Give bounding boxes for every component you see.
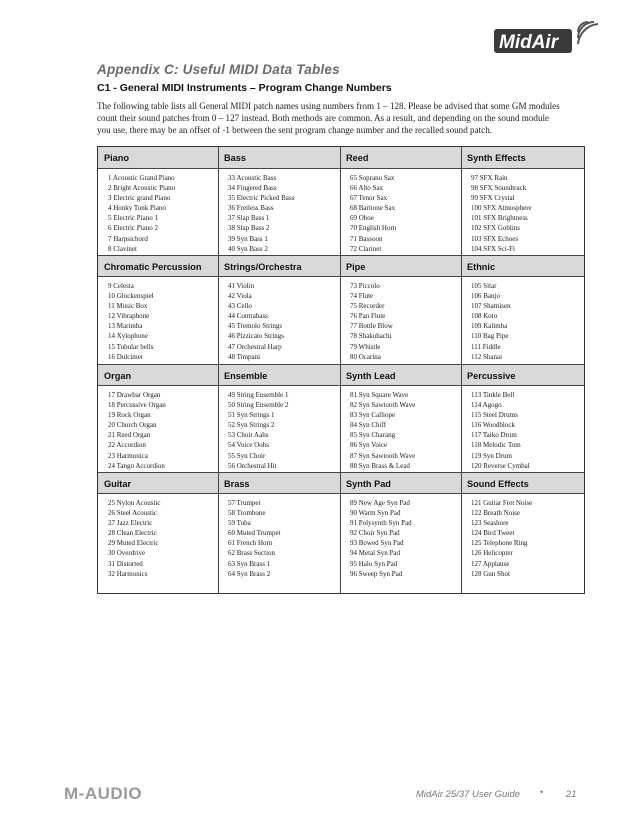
instrument-item: 36 Fretless Bass	[228, 204, 274, 213]
instrument-item: 13 Marimba	[108, 322, 143, 331]
column-divider	[461, 255, 462, 364]
table-section	[98, 147, 584, 255]
instrument-list	[471, 390, 530, 471]
instrument-item: 118 Melodic Tom	[471, 441, 521, 450]
instrument-item: 55 Syn Choir	[228, 451, 266, 460]
category-header: Piano	[104, 153, 130, 163]
instrument-list	[108, 173, 175, 254]
instrument-item: 73 Piccolo	[350, 282, 380, 290]
instrument-item: 124 Bird Tweet	[471, 529, 515, 538]
instrument-item: 69 Oboe	[350, 214, 374, 223]
instrument-item: 32 Harmonics	[108, 569, 148, 578]
table-header-row	[98, 364, 584, 386]
column-divider	[340, 147, 341, 255]
category-header: Bass	[224, 153, 246, 163]
instrument-item: 45 Tremolo Strings	[228, 322, 283, 331]
intro-line: count their sound patches from 0 – 127 instead. Both methods are common. As a result, and depending on the sound module	[97, 113, 550, 124]
instrument-item: 89 New Age Syn Pad	[350, 499, 410, 507]
column-divider	[340, 255, 341, 364]
instrument-item: 3 Electric grand Piano	[108, 194, 171, 203]
instrument-item: 41 Violin	[228, 282, 255, 290]
footer-bullet: •	[540, 787, 544, 797]
instrument-item: 88 Syn Brass & Lead	[350, 461, 410, 470]
instrument-item: 47 Orchestral Harp	[228, 342, 282, 351]
instrument-item: 60 Muted Trumpet	[228, 529, 281, 538]
instrument-item: 85 Syn Charang	[350, 431, 396, 440]
page-number: 21	[566, 789, 577, 800]
instrument-item: 24 Tango Accordion	[108, 461, 165, 470]
category-header: Synth Effects	[467, 153, 526, 163]
instrument-item: 8 Clavinet	[108, 244, 137, 253]
table-header-row	[98, 255, 584, 277]
instrument-item: 110 Bag Pipe	[471, 332, 509, 341]
instrument-item: 123 Seashore	[471, 519, 509, 528]
instrument-item: 86 Syn Voice	[350, 441, 388, 450]
instrument-list	[108, 390, 166, 471]
intro-line: The following table lists all General MIDI patch names using numbers from 1 – 128. Please be advised that some GM modules	[97, 101, 560, 111]
instrument-item: 113 Tinkle Bell	[471, 391, 515, 399]
instrument-item: 71 Bassoon	[350, 234, 383, 243]
column-divider	[461, 472, 462, 593]
category-header: Reed	[346, 153, 369, 163]
instrument-item: 27 Jazz Electric	[108, 519, 153, 528]
instrument-item: 105 Sitar	[471, 282, 497, 290]
instrument-item: 30 Overdrive	[108, 549, 146, 558]
instrument-item: 127 Applause	[471, 559, 510, 568]
instrument-item: 95 Halo Syn Pad	[350, 559, 398, 568]
category-header: Sound Effects	[467, 479, 529, 489]
instrument-item: 81 Syn Square Wave	[350, 391, 409, 399]
instrument-item: 20 Church Organ	[108, 421, 157, 430]
column-divider	[461, 147, 462, 255]
instrument-item: 2 Bright Acoustic Piano	[108, 184, 176, 193]
instrument-item: 49 String Ensemble 1	[228, 391, 289, 399]
instrument-item: 40 Syn Bass 2	[228, 244, 268, 253]
category-header: Guitar	[104, 479, 132, 489]
instrument-item: 101 SFX Brightness	[471, 214, 528, 223]
instrument-item: 109 Kalimba	[471, 322, 508, 331]
instrument-item: 17 Drawbar Organ	[108, 391, 161, 399]
instrument-list	[108, 498, 161, 579]
instrument-item: 22 Accordion	[108, 441, 146, 450]
instrument-item: 66 Alto Sax	[350, 184, 384, 193]
instrument-item: 58 Trombone	[228, 509, 266, 518]
instrument-item: 56 Orchestral Hit	[228, 461, 277, 470]
instrument-list	[350, 390, 415, 471]
instrument-item: 126 Helicopter	[471, 549, 513, 558]
instrument-item: 4 Honky Tonk Piano	[108, 204, 166, 213]
column-divider	[340, 472, 341, 593]
instrument-item: 104 SFX Sci-Fi	[471, 244, 515, 253]
instrument-item: 23 Harmonica	[108, 451, 148, 460]
instrument-item: 39 Syn Bass 1	[228, 234, 268, 243]
footer-guide-title: MidAir 25/37 User Guide	[416, 789, 521, 800]
instrument-list	[228, 173, 294, 254]
midair-logo	[494, 20, 598, 54]
instrument-item: 68 Baritone Sax	[350, 204, 396, 213]
instrument-item: 92 Choir Syn Pad	[350, 529, 400, 538]
instrument-item: 111 Fiddle	[471, 342, 501, 351]
instrument-item: 37 Slap Bass 1	[228, 214, 270, 223]
instrument-item: 84 Syn Chiff	[350, 421, 387, 430]
intro-line: you use, there may be an offset of -1 between the sent program change number and the recalled sound patch.	[97, 125, 493, 136]
instrument-item: 79 Whistle	[350, 342, 381, 351]
category-header: Synth Lead	[346, 371, 396, 381]
column-divider	[218, 255, 219, 364]
appendix-title: Appendix C: Useful MIDI Data Tables	[97, 62, 340, 77]
instrument-item: 70 English Horn	[350, 224, 397, 233]
instrument-item: 100 SFX Atmosphere	[471, 204, 532, 213]
instrument-list	[471, 281, 510, 362]
instrument-item: 78 Shakuhachi	[350, 332, 392, 341]
instrument-item: 26 Steel Acoustic	[108, 509, 157, 518]
instrument-item: 28 Clean Electric	[108, 529, 157, 538]
instrument-item: 76 Pan Flute	[350, 312, 386, 321]
instrument-item: 102 SFX Goblins	[471, 224, 521, 233]
instrument-item: 7 Harpsichord	[108, 234, 148, 243]
instrument-item: 99 SFX Crystal	[471, 194, 515, 203]
instrument-item: 115 Steel Drums	[471, 411, 518, 420]
table-section	[98, 255, 584, 364]
instrument-item: 64 Syn Brass 2	[228, 569, 271, 578]
instrument-item: 116 Woodblock	[471, 421, 515, 430]
instrument-item: 83 Syn Calliope	[350, 411, 396, 420]
instrument-item: 33 Acoustic Bass	[228, 174, 277, 182]
column-divider	[461, 364, 462, 472]
category-header: Percussive	[467, 371, 516, 381]
instrument-item: 98 SFX Soundtrack	[471, 184, 527, 193]
instrument-item: 67 Tenor Sax	[350, 194, 388, 203]
instrument-list	[471, 173, 532, 254]
category-header: Chromatic Percussion	[104, 262, 202, 272]
instrument-item: 12 Vibraphone	[108, 312, 150, 321]
column-divider	[218, 147, 219, 255]
m-audio-logo: M-AUDIO	[64, 784, 143, 803]
instrument-item: 97 SFX Rain	[471, 174, 508, 182]
instrument-item: 50 String Ensemble 2	[228, 401, 289, 410]
instrument-item: 35 Electric Picked Bass	[228, 194, 295, 203]
instrument-list	[350, 173, 396, 254]
instrument-item: 42 Viola	[228, 292, 252, 301]
instrument-list	[350, 281, 393, 362]
instrument-item: 54 Voice Oohs	[228, 441, 269, 450]
instrument-item: 108 Koto	[471, 312, 498, 321]
gm-instrument-table	[97, 146, 585, 594]
instrument-list	[471, 498, 532, 579]
section-title: C1 - General MIDI Instruments – Program Change Numbers	[97, 82, 392, 94]
instrument-item: 16 Dulcimer	[108, 352, 144, 361]
instrument-item: 29 Muted Electric	[108, 539, 159, 548]
category-header: Synth Pad	[346, 479, 391, 489]
instrument-item: 61 French Horn	[228, 539, 273, 548]
instrument-item: 106 Banjo	[471, 292, 500, 301]
category-header: Brass	[224, 479, 250, 489]
instrument-item: 34 Fingered Bass	[228, 184, 277, 193]
instrument-item: 80 Ocarina	[350, 352, 381, 361]
instrument-item: 96 Sweep Syn Pad	[350, 569, 403, 578]
category-header: Pipe	[346, 262, 366, 272]
instrument-list	[350, 498, 412, 579]
table-section	[98, 472, 584, 593]
instrument-item: 120 Reverse Cymbal	[471, 461, 530, 470]
instrument-item: 75 Recorder	[350, 302, 385, 311]
instrument-item: 1 Acoustic Grand Piano	[108, 174, 175, 182]
instrument-item: 112 Shanai	[471, 352, 503, 361]
instrument-item: 10 Glockenspiel	[108, 292, 154, 301]
instrument-item: 125 Telephone Ring	[471, 539, 528, 548]
instrument-list	[228, 390, 288, 471]
instrument-item: 74 Flute	[350, 292, 374, 301]
instrument-item: 38 Slap Bass 2	[228, 224, 270, 233]
instrument-item: 14 Xylophone	[108, 332, 148, 341]
instrument-item: 44 Contrabass	[228, 312, 268, 321]
instrument-item: 77 Bottle Blow	[350, 322, 393, 331]
column-divider	[218, 364, 219, 472]
table-section	[98, 364, 584, 472]
instrument-item: 53 Choir Aahs	[228, 431, 269, 440]
instrument-item: 5 Electric Piano 1	[108, 214, 158, 223]
category-header: Ensemble	[224, 371, 268, 381]
instrument-item: 62 Brass Section	[228, 549, 276, 558]
instrument-item: 114 Agogo	[471, 401, 502, 410]
column-divider	[340, 364, 341, 472]
instrument-item: 93 Bowed Syn Pad	[350, 539, 404, 548]
instrument-item: 107 Shamisen	[471, 302, 511, 311]
table-header-row	[98, 472, 584, 494]
instrument-item: 18 Percussive Organ	[108, 401, 166, 410]
category-header: Strings/Orchestra	[224, 262, 302, 272]
instrument-item: 119 Syn Drum	[471, 451, 512, 460]
instrument-item: 43 Cello	[228, 302, 252, 311]
instrument-item: 31 Distorted	[108, 559, 143, 568]
instrument-item: 121 Guitar Fret Noise	[471, 499, 533, 507]
intro-paragraph	[97, 100, 597, 137]
instrument-item: 59 Tuba	[228, 519, 251, 528]
category-header: Organ	[104, 371, 132, 381]
instrument-item: 122 Breath Noise	[471, 509, 520, 518]
instrument-item: 46 Pizzicato Strings	[228, 332, 284, 341]
instrument-item: 11 Music Box	[108, 302, 148, 311]
instrument-item: 65 Soprano Sax	[350, 174, 395, 182]
instrument-list	[228, 498, 281, 579]
instrument-item: 51 Syn Strings 1	[228, 411, 275, 420]
instrument-item: 19 Rock Organ	[108, 411, 151, 420]
instrument-item: 82 Syn Sawtooth Wave	[350, 401, 416, 410]
column-divider	[218, 472, 219, 593]
table-header-row	[98, 147, 584, 169]
instrument-item: 9 Celesta	[108, 282, 134, 290]
instrument-item: 94 Metal Syn Pad	[350, 549, 400, 558]
instrument-item: 21 Reed Organ	[108, 431, 151, 440]
instrument-item: 63 Syn Brass 1	[228, 559, 271, 568]
instrument-item: 128 Gun Shot	[471, 569, 510, 578]
instrument-item: 25 Nylon Acoustic	[108, 499, 161, 507]
instrument-item: 6 Electric Piano 2	[108, 224, 158, 233]
instrument-item: 91 Polysynth Syn Pad	[350, 519, 412, 528]
instrument-item: 103 SFX Echoes	[471, 234, 519, 243]
instrument-item: 72 Clarinet	[350, 244, 382, 253]
instrument-item: 90 Warm Syn Pad	[350, 509, 401, 518]
instrument-item: 117 Taiko Drum	[471, 431, 517, 440]
instrument-item: 52 Syn Strings 2	[228, 421, 275, 430]
instrument-list	[108, 281, 154, 362]
logo-text: MidAir	[499, 32, 559, 53]
instrument-item: 48 Timpani	[228, 352, 261, 361]
instrument-list	[228, 281, 284, 362]
category-header: Ethnic	[467, 262, 496, 272]
instrument-item: 57 Trumpet	[228, 499, 261, 507]
instrument-item: 87 Syn Sawtooth Wave	[350, 451, 416, 460]
instrument-item: 15 Tubular bells	[108, 342, 154, 351]
